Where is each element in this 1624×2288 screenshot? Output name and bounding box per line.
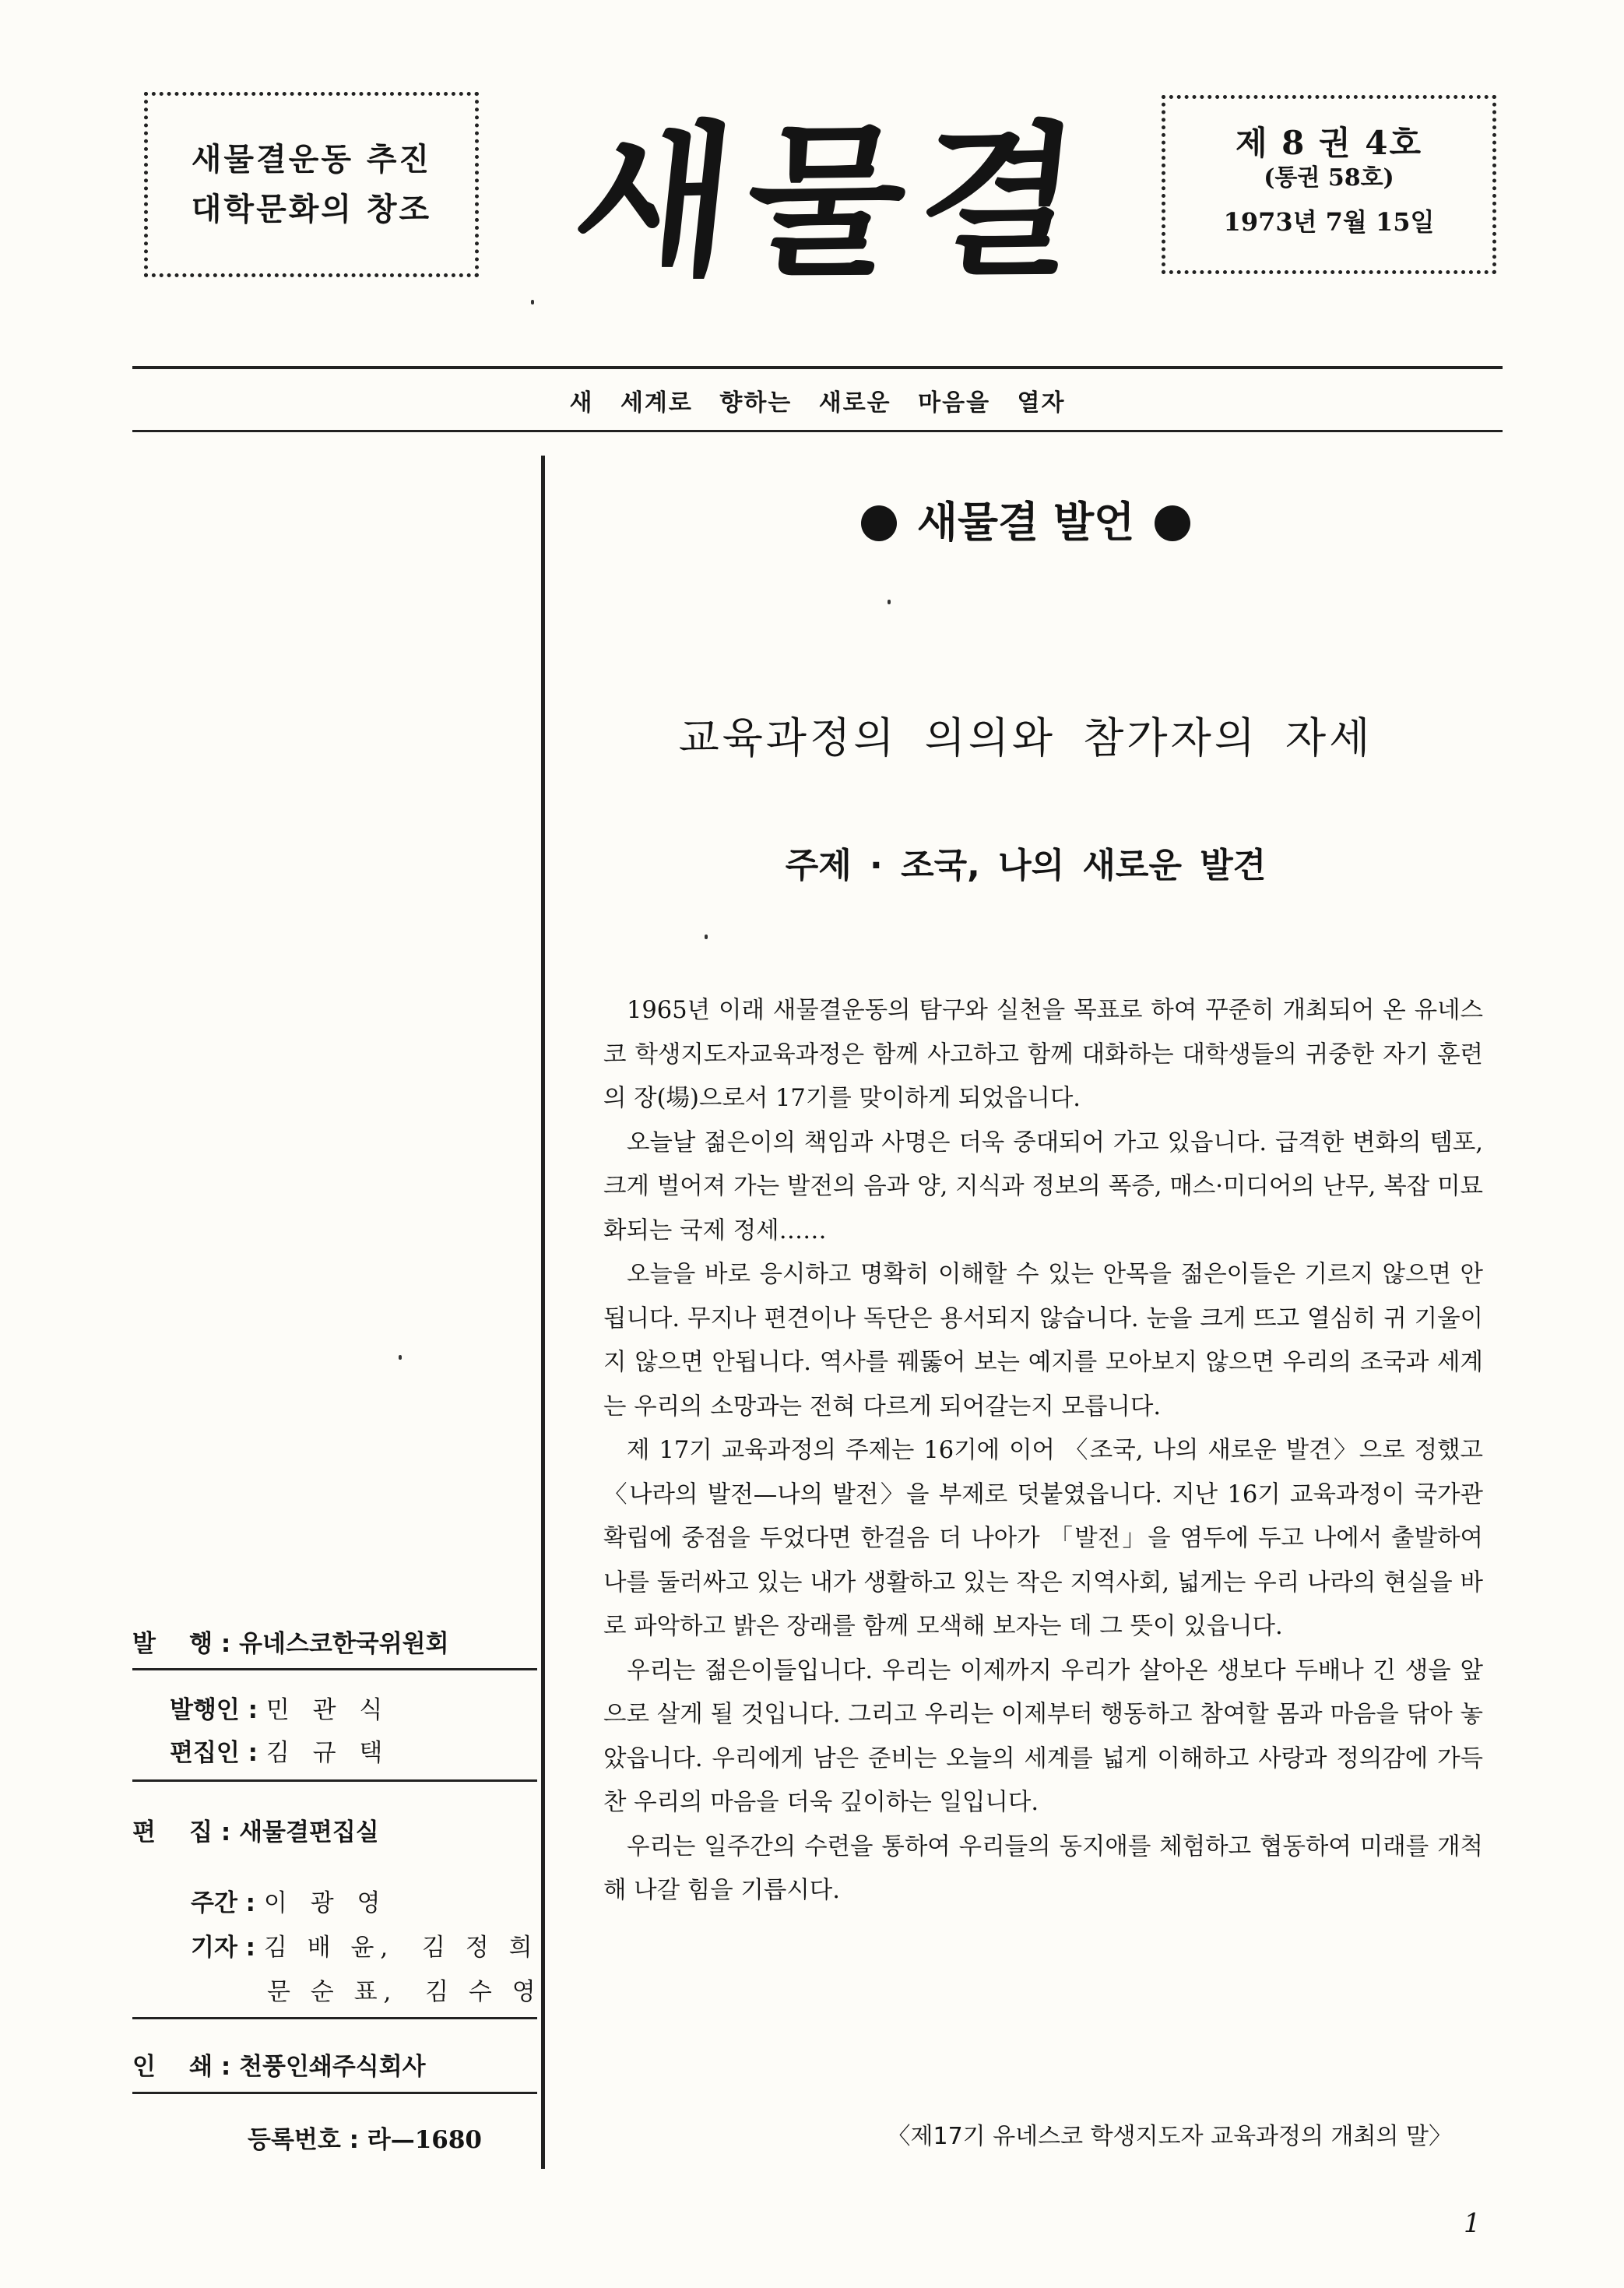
imprint-rule — [132, 1779, 537, 1782]
imprint-reporters-line-2: 문 순 표, 김 수 영 — [267, 1978, 542, 2006]
issue-info-box — [1162, 95, 1496, 274]
scan-speck — [531, 300, 534, 304]
article-title: 교육과정의 의의와 참가자의 자세 — [678, 713, 1373, 762]
imprint-rule — [132, 2017, 537, 2019]
scan-speck — [399, 1355, 402, 1360]
scan-speck — [705, 935, 708, 939]
slogan-box-line-1: 새물결운동 추진 — [191, 142, 432, 178]
imprint-rule — [132, 1668, 537, 1670]
imprint-printer-value: 천풍인쇄주식회사 — [239, 2053, 426, 2081]
article-paragraph: 우리는 젊은이들입니다. 우리는 이제까지 우리가 살아온 생보다 두배나 긴 생을 앞으로 살게 될 것입니다. 그리고 우리는 이제부터 행동하고 참여할 몸과 마음을 닦아 놓았읍니다. 우리에게 남은 준비는 오늘의 세계를 넓게 이해하고 사랑과 정의감에 가득찬 우리의 마음을 더욱 깊이하는 일입니다. — [603, 1656, 1483, 1816]
section-heading-text: 새물결 발언 — [916, 498, 1135, 547]
imprint-reporters — [191, 1927, 539, 1962]
bullet-icon — [861, 505, 897, 541]
imprint-publisher-value: 유네스코한국위원회 — [239, 1630, 449, 1658]
imprint-registration-label: 등록번호 : — [248, 2126, 359, 2154]
imprint-issuer-value: 민 관 식 — [265, 1696, 391, 1724]
imprint-editor-label: 편집인 : — [170, 1739, 258, 1767]
total-issue-number: (통권 58호) — [1264, 164, 1394, 192]
imprint-issuer — [170, 1690, 390, 1725]
imprint-registration-value: 라—1680 — [367, 2126, 483, 2154]
issue-date: 1973년 7월 15일 — [1223, 207, 1435, 237]
imprint-editing — [132, 1812, 379, 1847]
imprint-reporters-continued — [267, 1972, 542, 2007]
imprint-issuer-label: 발행인 : — [170, 1696, 258, 1724]
imprint-chief — [191, 1883, 388, 1918]
imprint-reporters-line-1: 김 배 윤, 김 정 희 — [263, 1934, 539, 1962]
imprint-chief-value: 이 광 영 — [263, 1889, 388, 1917]
slogan-box — [144, 92, 479, 277]
bullet-icon — [1155, 505, 1190, 541]
slogan-banner: 새 세계로 향하는 새로운 마음을 열자 — [569, 389, 1066, 417]
imprint-editor — [170, 1733, 390, 1768]
imprint-publisher — [132, 1624, 449, 1659]
imprint-editing-label: 편 집 : — [132, 1818, 231, 1846]
masthead-title: 새물결 — [564, 107, 1102, 297]
imprint-chief-label: 주간 : — [191, 1889, 256, 1917]
imprint-registration — [248, 2120, 482, 2155]
imprint-editor-value: 김 규 택 — [265, 1739, 391, 1767]
imprint-rule — [132, 2092, 537, 2094]
top-rule — [132, 366, 1503, 369]
article-paragraph: 1965년 이래 새물결운동의 탐구와 실천을 목표로 하여 꾸준히 개최되어 온 유네스코 학생지도자교육과정은 함께 사고하고 함께 대화하는 대학생들의 귀중한 자기 훈련의 장(場)으로서 17기를 맞이하게 되었읍니다. — [603, 997, 1483, 1112]
volume-number: 제 8 권 4호 — [1235, 124, 1423, 162]
article-paragraph: 제 17기 교육과정의 주제는 16기에 이어 〈조국, 나의 새로운 발견〉으로 정했고 〈나라의 발전—나의 발전〉을 부제로 덧붙였읍니다. 지난 16기 교육과정이 국가관 확립에 중점을 두었다면 한걸음 더 나아가 「발전」을 염두에 두고 나에서 출발하여 나를 둘러싸고 있는 내가 생활하고 있는 작은 지역사회, 넓게는 우리 나라의 현실을 바로 파악하고 밝은 장래를 함께 모색해 보자는 데 그 뜻이 있읍니다. — [603, 1437, 1483, 1640]
article-subtitle: 주제 · 조국, 나의 새로운 발견 — [785, 846, 1267, 885]
article-paragraph: 우리는 일주간의 수련을 통하여 우리들의 동지애를 체험하고 협동하여 미래를 개척해 나갈 힘을 기릅시다. — [603, 1832, 1483, 1904]
article-paragraph: 오늘을 바로 응시하고 명확히 이해할 수 있는 안목을 젊은이들은 기르지 않으면 안됩니다. 무지나 편견이나 독단은 용서되지 않습니다. 눈을 크게 뜨고 열심히 귀 기울이지 않으면 안됩니다. 역사를 꿰뚫어 보는 예지를 모아보지 않으면 우리의 조국과 세계는 우리의 소망과는 전혀 다르게 되어갈는지 모릅니다. — [603, 1261, 1483, 1420]
imprint-printer-label: 인 쇄 : — [132, 2053, 231, 2081]
article-body — [603, 989, 1483, 1913]
article-closing-note: 〈제17기 유네스코 학생지도자 교육과정의 개최의 말〉 — [887, 2123, 1452, 2150]
slogan-box-line-2: 대학문화의 창조 — [191, 192, 432, 227]
article-paragraph: 오늘날 젊은이의 책임과 사명은 더욱 중대되어 가고 있읍니다. 급격한 변화의 템포, 크게 벌어져 가는 발전의 음과 양, 지식과 정보의 폭증, 매스·미디어의 난무, 복잡 미묘화되는 국제 정세…… — [603, 1128, 1483, 1244]
imprint-printer — [132, 2047, 426, 2082]
slogan-rule — [132, 430, 1503, 432]
scan-speck — [888, 600, 891, 604]
imprint-publisher-label: 발 행 : — [132, 1630, 231, 1658]
page-number: 1 — [1464, 2208, 1481, 2239]
imprint-reporter-label: 기자 : — [191, 1934, 256, 1962]
section-heading — [545, 489, 1506, 549]
imprint-editing-value: 새물결편집실 — [239, 1818, 379, 1846]
